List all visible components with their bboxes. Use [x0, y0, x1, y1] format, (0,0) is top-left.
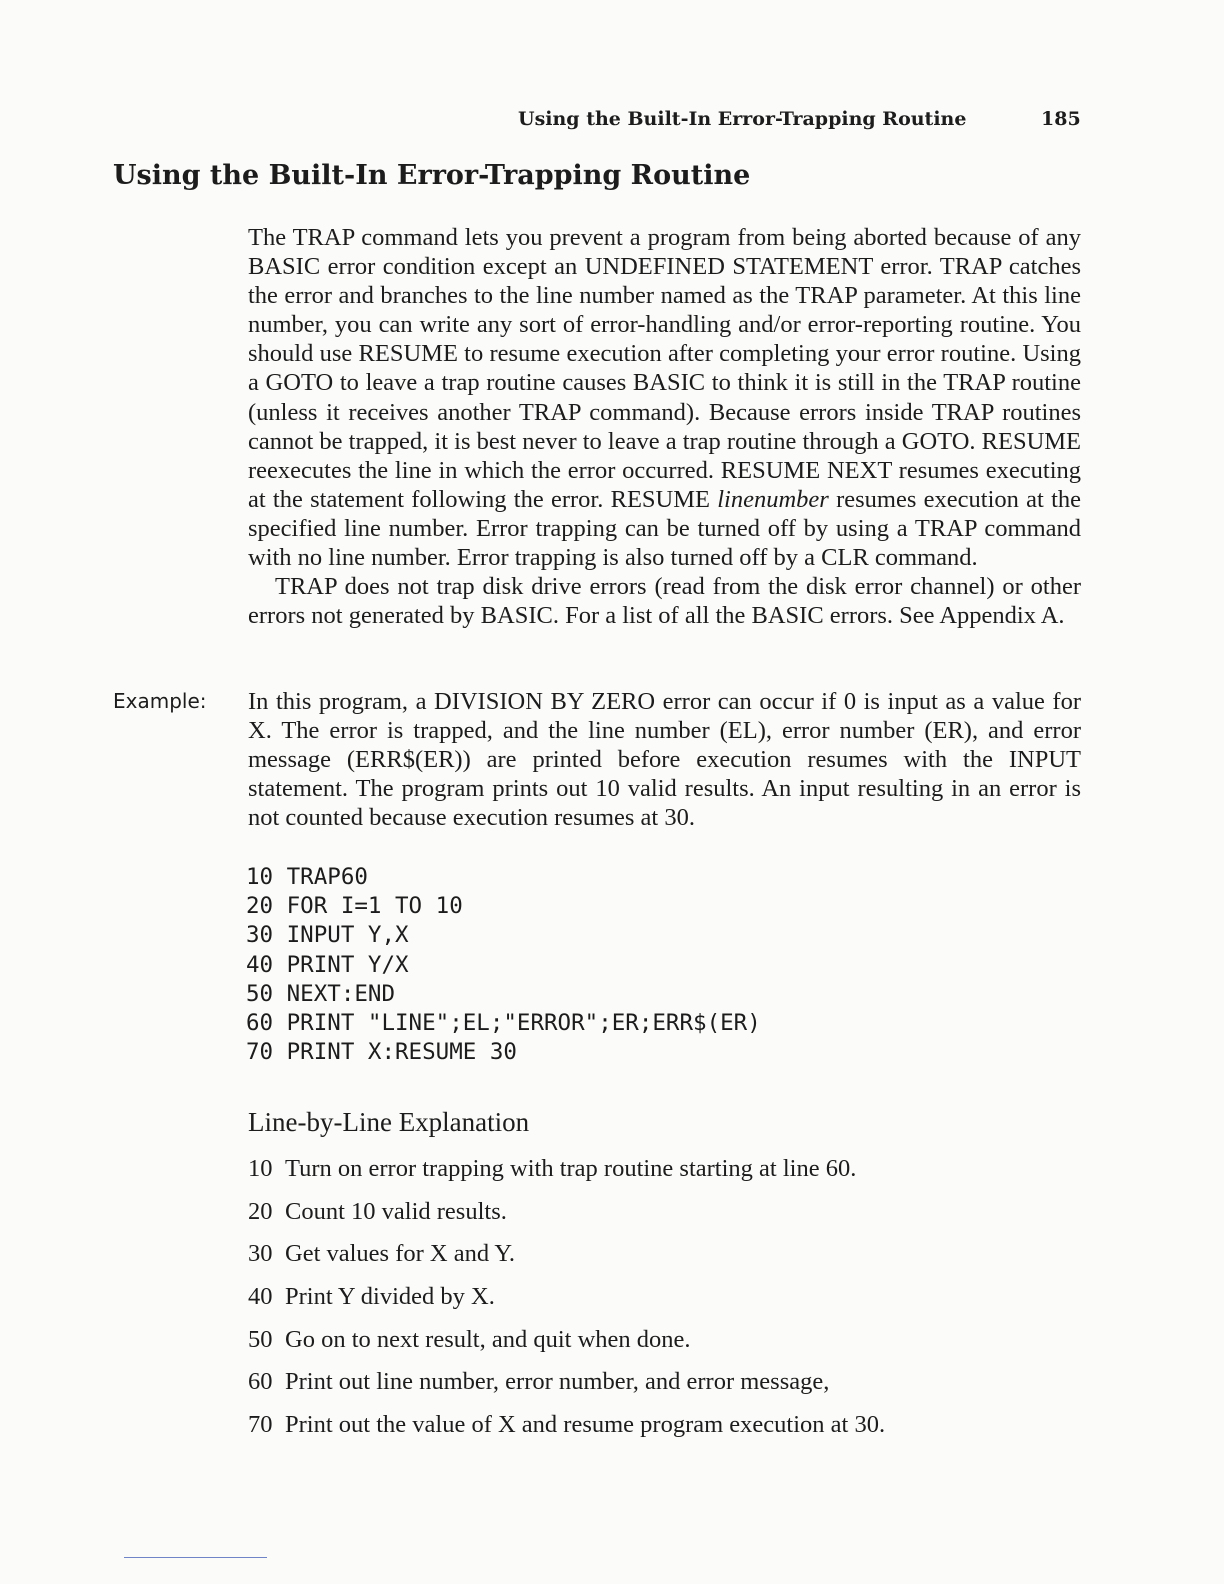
example-label: Example:: [113, 689, 207, 713]
list-item: [248, 1281, 885, 1324]
section-title: Using the Built-In Error-Trapping Routine: [113, 160, 751, 191]
list-item: [248, 1409, 885, 1452]
line-number: 30: [248, 1240, 273, 1268]
line-number: 20: [248, 1197, 273, 1225]
line-number: 40: [248, 1283, 273, 1311]
paragraph-text: The TRAP command lets you prevent a program from being aborted because of any BASIC error condition except an UNDEFINED STATEMENT error. TRAP catches the error and branches to the line number named as the TRAP parameter. At this line number, you can write any sort of error-handling and/or error-reporting routine. You should use RESUME to resume execution after completing your error routine. Using a GOTO to leave a trap routine causes BASIC to think it is still in the TRAP routine (unless it receives another TRAP command). Because errors inside TRAP routines cannot be trapped, it is best never to leave a trap routine through a GOTO. RESUME reexecutes the line in which the error occurred. RESUME NEXT resumes executing at the statement following the error. RESUME: [248, 224, 1082, 513]
explanation-text: Go on to next result, and quit when done.: [285, 1325, 691, 1353]
code-line: 30 INPUT Y,X: [246, 922, 409, 949]
line-number: 10: [248, 1155, 273, 1182]
explanation-text: Print out the value of X and resume program execution at 30.: [285, 1411, 886, 1439]
explanation-list: [248, 1153, 885, 1452]
running-header-title: Using the Built-In Error-Trapping Routine: [518, 108, 967, 130]
line-number: 70: [248, 1411, 273, 1439]
code-listing: [246, 863, 761, 1067]
list-item: [248, 1196, 885, 1239]
list-item: [248, 1324, 885, 1367]
explanation-text: Get values for X and Y.: [285, 1240, 515, 1268]
page-number: 185: [1041, 108, 1081, 130]
italic-term: linenumber: [717, 485, 829, 513]
example-text: In this program, a DIVISION BY ZERO error can occur if 0 is input as a value for X. The error is trapped, and the line number (EL), error number (ER), and error message (ERR$(ER)) are printed before execution resumes with the INPUT statement. The program prints out 10 valid results. An input resulting in an error is not counted because execution resumes at 30.: [248, 688, 1081, 832]
code-line: 50 NEXT:END: [246, 980, 396, 1007]
explanation-heading: Line-by-Line Explanation: [248, 1107, 530, 1137]
explanation-text: Turn on error trapping with trap routine starting at line 60.: [285, 1155, 857, 1182]
explanation-text: Print out line number, error number, and error message,: [285, 1368, 830, 1396]
explanation-text: Print Y divided by X.: [285, 1283, 495, 1311]
code-line: 70 PRINT X:RESUME 30: [246, 1039, 517, 1066]
code-line: 10 TRAP60: [246, 864, 368, 890]
explanation-text: Count 10 valid results.: [285, 1197, 507, 1225]
paragraph-trap-description: [248, 223, 1081, 572]
paragraph-disk-errors: TRAP does not trap disk drive errors (read from the disk error channel) or other errors not generated by BASIC. For a list of all the BASIC errors. See Appendix A.: [248, 573, 1081, 630]
code-line: 20 FOR I=1 TO 10: [246, 893, 463, 920]
code-line: 60 PRINT "LINE";EL;"ERROR";ER;ERR$(ER): [246, 1009, 761, 1036]
body-text: [248, 223, 1081, 630]
line-number: 50: [248, 1325, 273, 1353]
paragraph-text: resumes execution at the specified line number. Error trapping can be turned off by using a TRAP command with no line number. Error trapping is also turned off by a CLR command.: [248, 485, 1081, 572]
list-item: [248, 1153, 885, 1196]
line-number: 60: [248, 1368, 273, 1396]
list-item: [248, 1366, 885, 1409]
list-item: [248, 1238, 885, 1281]
code-line: 40 PRINT Y/X: [246, 951, 409, 978]
bottom-rule: [124, 1557, 267, 1558]
